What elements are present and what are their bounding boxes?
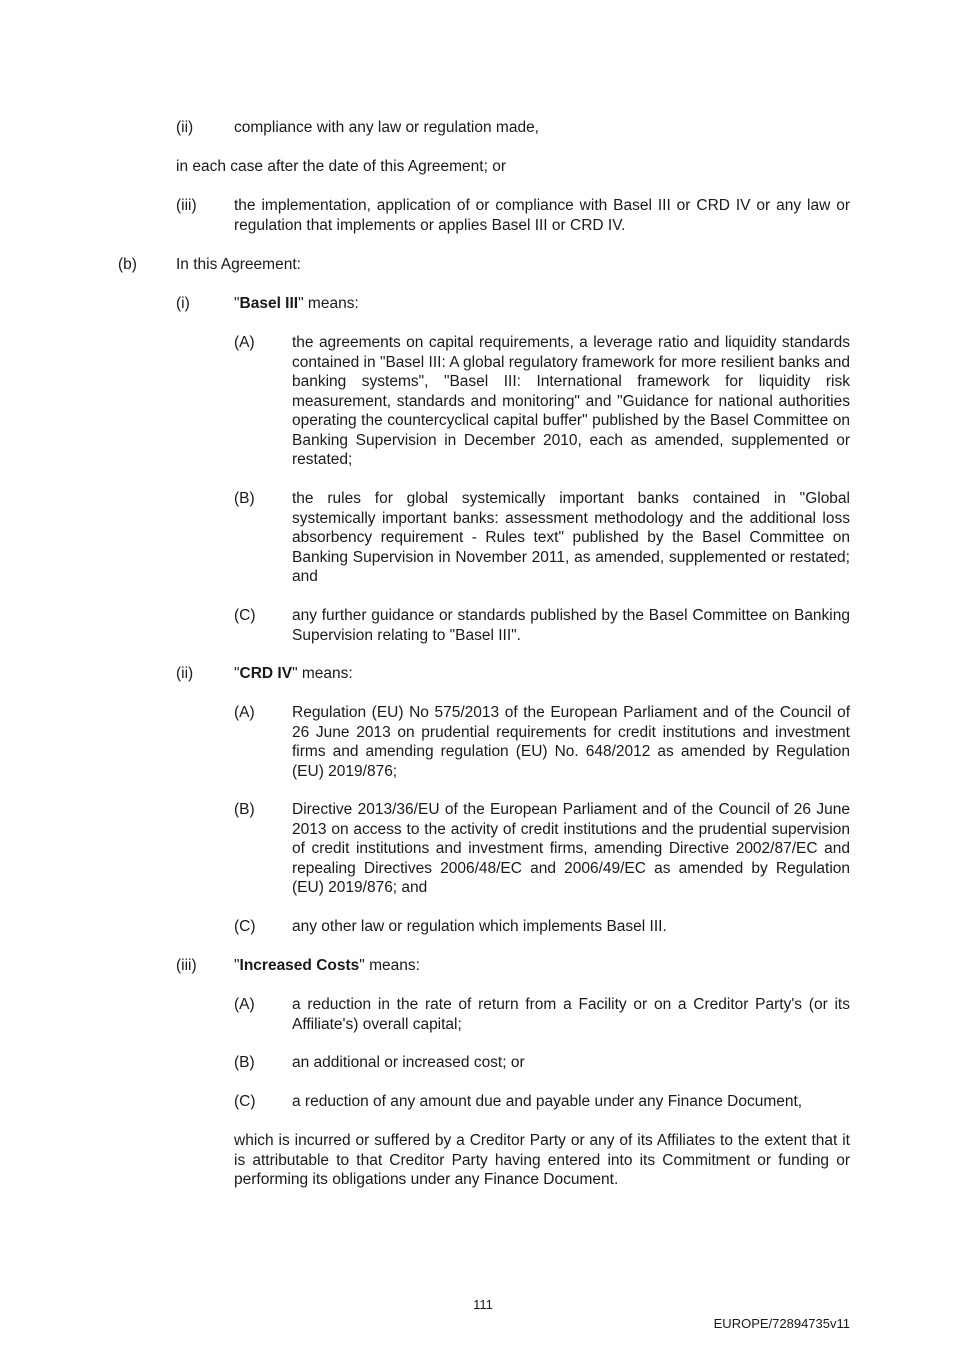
item-ii-label: (ii)	[176, 119, 194, 136]
ic-c-label: (C)	[234, 1093, 256, 1110]
def-ic-label: (iii)	[176, 957, 197, 974]
basel-a-text: the agreements on capital requirements, a leverage ratio and liquidity standards contained in "Basel III: A global regulatory framework for more resilient banks and banking systems", "Basel III: International framework for liquidity risk measurement, standards and monitoring" and "Guidance for national authorities operating the countercyclical capital buffer" published by the Basel Committee on Banking Supervision in December 2010, each as amended, supplemented or restated;	[292, 334, 850, 468]
crd-c-text: any other law or regulation which implements Basel III.	[292, 918, 667, 935]
basel-a-label: (A)	[234, 334, 255, 351]
def-ic-heading: "Increased Costs" means:	[234, 957, 420, 974]
def-crd-label: (ii)	[176, 665, 194, 682]
item-ii-text: compliance with any law or regulation made,	[234, 119, 539, 136]
basel-b-label: (B)	[234, 490, 255, 507]
crd-b-text: Directive 2013/36/EU of the European Parliament and of the Council of 26 June 2013 on access to the activity of credit institutions and the prudential supervision of credit institutions and investment firms, amending Directive 2002/87/EC and repealing Directives 2006/48/EC and 2006/49/EC as amended by Regulation (EU) 2019/876; and	[292, 801, 850, 896]
ic-c-text: a reduction of any amount due and payable under any Finance Document,	[292, 1093, 803, 1110]
def-basel-term: Basel III	[239, 295, 299, 312]
ic-a-label: (A)	[234, 996, 255, 1013]
clause-b-text: In this Agreement:	[176, 256, 301, 273]
def-basel-label: (i)	[176, 295, 190, 312]
ic-b-text: an additional or increased cost; or	[292, 1054, 525, 1071]
document-reference: EUROPE/72894735v11	[713, 1316, 850, 1331]
page-number: 111	[473, 1297, 493, 1312]
crd-c-label: (C)	[234, 918, 256, 935]
basel-c-text: any further guidance or standards published by the Basel Committee on Banking Supervision relating to "Basel III".	[292, 607, 850, 644]
item-iii-text: the implementation, application of or compliance with Basel III or CRD IV or any law or regulation that implements or applies Basel III or CRD IV.	[234, 197, 850, 234]
def-crd-heading: "CRD IV" means:	[234, 665, 353, 682]
basel-b-text: the rules for global systemically important banks contained in "Global systemically important banks: assessment methodology and the additional loss absorbency requirement - Rules text" published by the Basel Committee on Banking Supervision in November 2011, as amended, supplemented or restated; and	[292, 490, 850, 585]
crd-a-label: (A)	[234, 704, 255, 721]
def-ic-term: Increased Costs	[239, 957, 360, 974]
ic-closing-text: which is incurred or suffered by a Creditor Party or any of its Affiliates to the extent that it is attributable to that Creditor Party having entered into its Commitment or funding or performing its obligations under any Finance Document.	[234, 1132, 850, 1188]
def-crd-term: CRD IV	[239, 665, 293, 682]
each-case-text: in each case after the date of this Agreement; or	[176, 158, 507, 175]
clause-b-label: (b)	[118, 256, 137, 273]
def-basel-heading: "Basel III" means:	[234, 295, 359, 312]
crd-b-label: (B)	[234, 801, 255, 818]
item-iii-label: (iii)	[176, 197, 197, 214]
ic-b-label: (B)	[234, 1054, 255, 1071]
basel-c-label: (C)	[234, 607, 256, 624]
ic-a-text: a reduction in the rate of return from a Facility or on a Creditor Party's (or its Affiliate's) overall capital;	[292, 996, 850, 1033]
crd-a-text: Regulation (EU) No 575/2013 of the European Parliament and of the Council of 26 June 2013 on prudential requirements for credit institutions and investment firms and amending regulation (EU) No. 648/2012 as amended by Regulation (EU) 2019/876;	[292, 704, 850, 780]
